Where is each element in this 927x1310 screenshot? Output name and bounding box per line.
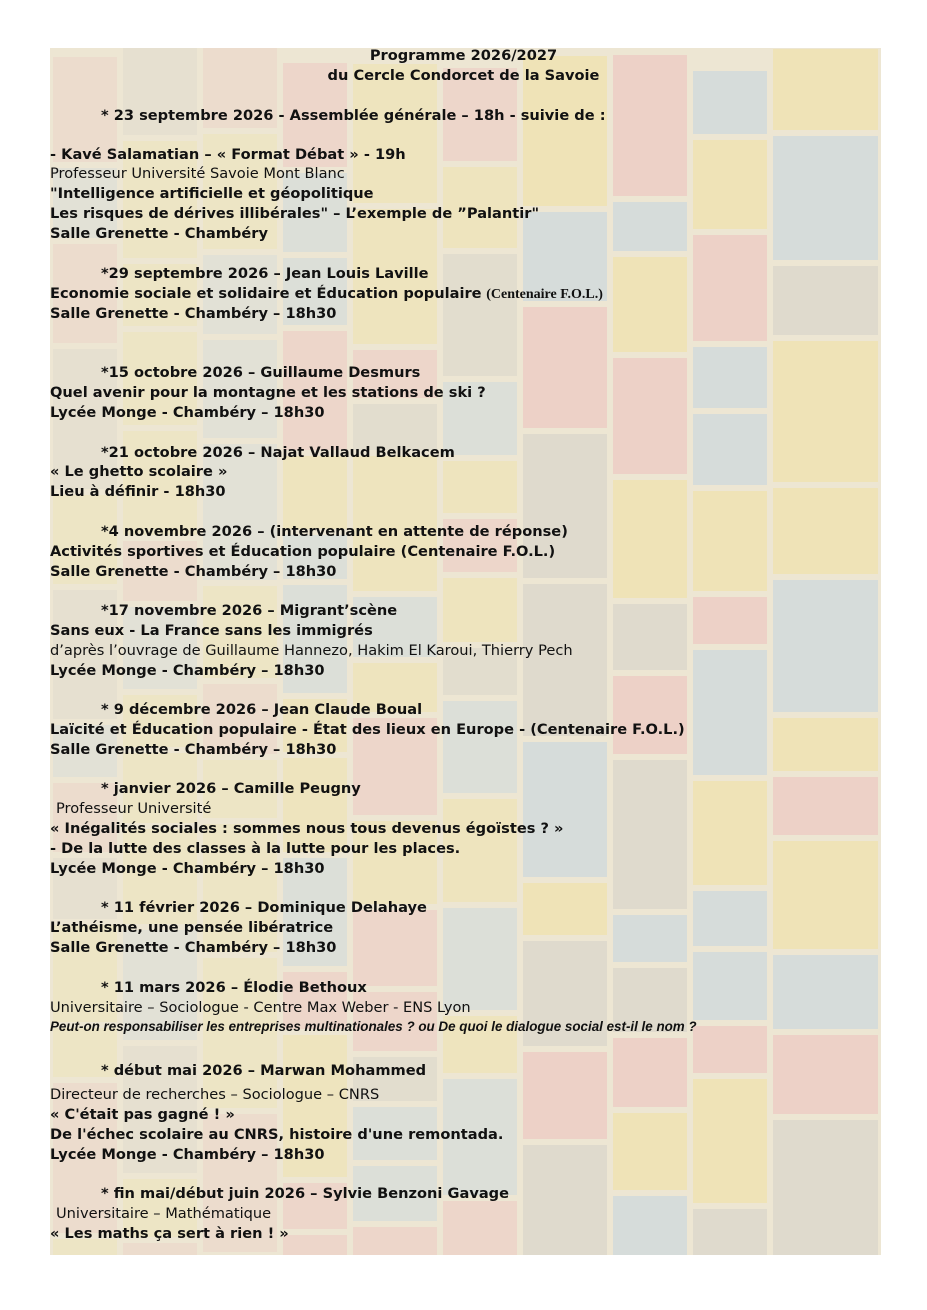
event-place: Salle Grenette - Chambéry – 18h30	[50, 741, 337, 758]
event-title: Economie sociale et solidaire et Éducation populaire	[50, 285, 482, 302]
event-place: Salle Grenette - Chambéry – 18h30	[50, 563, 337, 580]
event-place: Salle Grenette - Chambéry – 18h30	[50, 939, 337, 956]
event-title: Peut-on responsabiliser les entreprises multinationales ? ou De quoi le dialogue social est-il le nom ?	[50, 1019, 697, 1034]
event-place: Salle Grenette - Chambéry	[50, 225, 268, 242]
event-heading: *15 octobre 2026 – Guillaume Desmurs	[101, 364, 421, 381]
event-speaker: - Kavé Salamatian – « Format Débat » - 19h	[50, 146, 406, 163]
event-note: (Centenaire F.O.L.)	[486, 287, 603, 302]
event-place: Lycée Monge - Chambéry – 18h30	[50, 1146, 325, 1163]
event-title: « Inégalités sociales : sommes nous tous devenus égoïstes ? »	[50, 820, 564, 837]
event-subtitle: d’après l’ouvrage de Guillaume Hannezo, Hakim El Karoui, Thierry Pech	[50, 642, 573, 659]
event-role: Professeur Université	[56, 800, 212, 817]
event-title: « Le ghetto scolaire »	[50, 463, 228, 480]
event-title-line	[50, 284, 603, 305]
event-heading: * 9 décembre 2026 – Jean Claude Boual	[101, 701, 423, 718]
event-place: Lycée Monge - Chambéry – 18h30	[50, 662, 325, 679]
event-place: Salle Grenette - Chambéry – 18h30	[50, 305, 337, 322]
event-heading: * janvier 2026 – Camille Peugny	[101, 780, 361, 797]
event-title: "Intelligence artificielle et géopolitique	[50, 185, 374, 202]
event-role: Universitaire – Sociologue - Centre Max Weber - ENS Lyon	[50, 999, 471, 1016]
event-title: Sans eux - La France sans les immigrés	[50, 622, 373, 639]
event-title: Laïcité et Éducation populaire - État des lieux en Europe - (Centenaire F.O.L.)	[50, 721, 685, 738]
event-heading: * début mai 2026 – Marwan Mohammed	[101, 1062, 427, 1079]
event-title: « Les maths ça sert à rien ! »	[50, 1225, 289, 1242]
event-title: De l'échec scolaire au CNRS, histoire d'une remontada.	[50, 1126, 504, 1143]
event-heading: * 23 septembre 2026 - Assemblée générale – 18h - suivie de :	[101, 107, 606, 124]
page-title: Programme 2026/2027	[369, 47, 558, 64]
event-title: Quel avenir pour la montagne et les stations de ski ?	[50, 384, 486, 401]
event-heading: * 11 mars 2026 – Élodie Bethoux	[101, 979, 367, 996]
event-title: Les risques de dérives illibérales" – L’exemple de ”Palantir"	[50, 205, 540, 222]
event-heading: *4 novembre 2026 – (intervenant en attente de réponse)	[101, 523, 568, 540]
event-title: « C'était pas gagné ! »	[50, 1106, 235, 1123]
event-title: - De la lutte des classes à la lutte pour les places.	[50, 840, 461, 857]
event-place: Lycée Monge - Chambéry – 18h30	[50, 404, 325, 421]
event-role: Professeur Université Savoie Mont Blanc	[50, 165, 345, 182]
event-title: Activités sportives et Éducation populaire (Centenaire F.O.L.)	[50, 543, 556, 560]
event-title: L’athéisme, une pensée libératrice	[50, 919, 334, 936]
event-heading: *17 novembre 2026 – Migrant’scène	[101, 602, 398, 619]
event-heading: * fin mai/début juin 2026 – Sylvie Benzoni Gavage	[101, 1185, 510, 1202]
event-role: Directeur de recherches – Sociologue – CNRS	[50, 1086, 380, 1103]
page-subtitle: du Cercle Condorcet de la Savoie	[327, 67, 600, 84]
event-place: Lycée Monge - Chambéry – 18h30	[50, 860, 325, 877]
event-heading: *29 septembre 2026 – Jean Louis Laville	[101, 265, 429, 282]
event-role: Universitaire – Mathématique	[56, 1205, 272, 1222]
event-heading: *21 octobre 2026 – Najat Vallaud Belkacem	[101, 444, 455, 461]
event-place: Lieu à définir - 18h30	[50, 483, 226, 500]
event-heading: * 11 février 2026 – Dominique Delahaye	[101, 899, 427, 916]
